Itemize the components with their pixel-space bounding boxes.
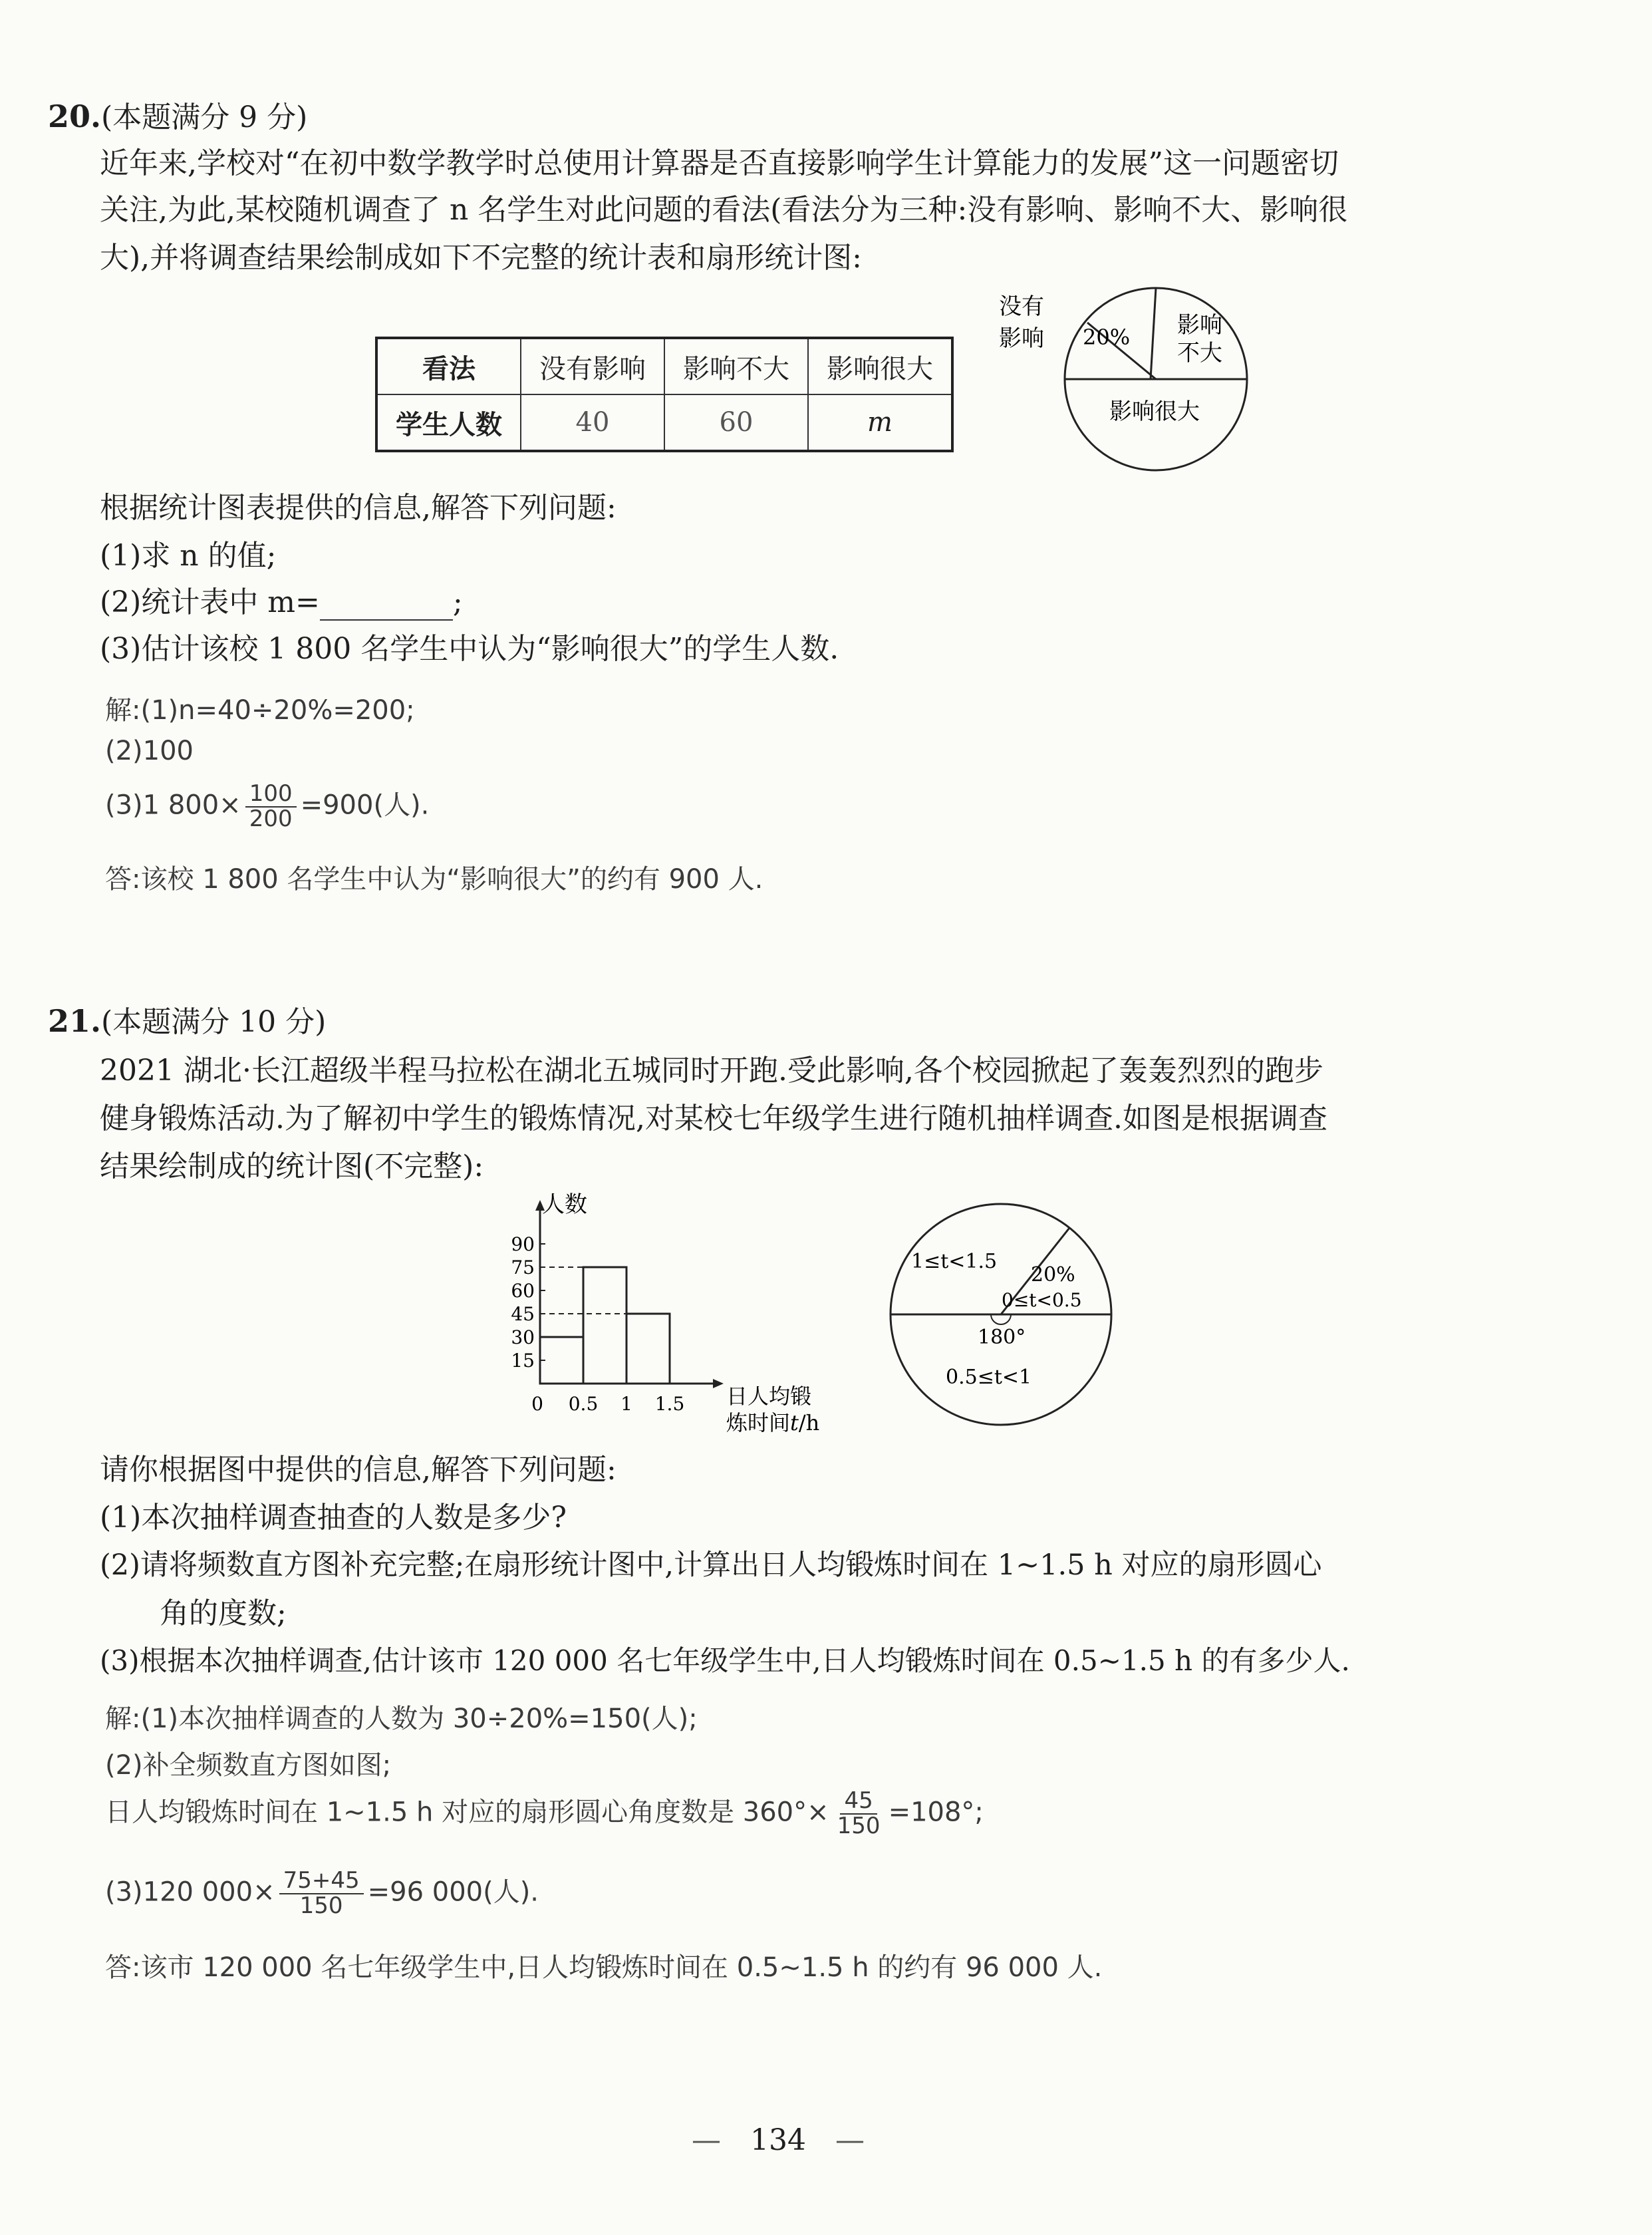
fraction-numerator: 45 [840,1789,877,1815]
solution-text: =96 000(人). [367,1876,539,1908]
pie-slice-percent: 20% [1031,1263,1075,1286]
pie-label-large: 影响很大 [1109,398,1200,425]
hist-xlabel-1: 日人均锻 [726,1384,812,1409]
hist-y-tick-label: 90 [511,1233,535,1255]
q21-sub-3: (3)根据本次抽样调查,估计该市 120 000 名七年级学生中,日人均锻炼时间在 0.5~1.5 h 的有多少人. [100,1644,1350,1677]
hist-x-tick-label: 0.5 [568,1393,599,1415]
q20-answer: 答:该校 1 800 名学生中认为“影响很大”的约有 900 人. [105,864,763,895]
solution-text: =108°; [888,1797,984,1828]
pie-slice-label: 0.5≤t<1 [946,1366,1032,1389]
q21-sub-1: (1)本次抽样调查抽查的人数是多少? [100,1501,567,1535]
q20-solution-1: 解:(1)n=40÷20%=200; [105,695,415,726]
q21-sub-2b: 角的度数; [160,1596,287,1630]
fraction [279,1869,364,1918]
hist-y-tick-label: 15 [511,1350,535,1372]
hist-bar [626,1314,670,1384]
q20-header [48,98,307,136]
page-number: 134 [750,2123,806,2157]
table-cell: m [808,394,952,451]
q20-stat-table [375,337,954,452]
hist-bar [583,1267,626,1384]
q20-sub-2 [100,585,463,621]
q21-header [48,1003,326,1040]
hist-xlabel-2: 炼时间t/h [726,1410,820,1435]
fraction-numerator: 100 [245,782,297,808]
q20-solution-2: (2)100 [105,736,194,766]
pie-label-small-2: 不大 [1177,340,1222,367]
q21-number: 21. [48,1003,102,1039]
q21-histogram [492,1191,891,1450]
pie-slice-label: 0≤t<0.5 [1002,1289,1082,1311]
q20-solution-3 [105,782,429,831]
fraction-numerator: 75+45 [279,1869,364,1894]
table-row [376,338,952,394]
page-footer [692,2123,865,2157]
hist-y-tick-label: 30 [511,1326,535,1348]
x-axis-arrow [713,1379,724,1388]
pie-slice-label: 1≤t<1.5 [911,1250,998,1273]
answer-blank [320,593,453,621]
pie-divider [1151,288,1156,379]
table-header-cell: 没有影响 [521,338,664,394]
hist-x-tick-label: 1 [620,1393,632,1415]
footer-dash: — [692,2123,721,2157]
q21-intro-line-2: 健身锻炼活动.为了解初中学生的锻炼情况,对某校七年级学生进行随机抽样调查.如图是根据调查 [100,1102,1327,1135]
q21-pie-chart [878,1196,1131,1435]
q21-answer: 答:该市 120 000 名七年级学生中,日人均锻炼时间在 0.5~1.5 h 的约有 96 000 人. [105,1952,1103,1983]
q20-score: (本题满分 9 分) [101,100,308,134]
pie-label-no-effect-1: 没有 [999,293,1044,320]
fraction-denominator: 150 [299,1892,343,1919]
hist-y-tick-label: 60 [511,1280,535,1302]
q20-sub-3: (3)估计该校 1 800 名学生中认为“影响很大”的学生人数. [100,632,839,666]
solution-text: 日人均锻炼时间在 1~1.5 h 对应的扇形圆心角度数是 360°× [105,1797,829,1828]
fraction-denominator: 150 [837,1812,881,1839]
hist-x-tick-label: 1.5 [654,1393,685,1415]
hist-y-tick-label: 75 [511,1257,535,1278]
fraction [833,1789,885,1838]
table-cell: 40 [521,394,664,451]
pie-label-small-1: 影响 [1177,312,1222,339]
hist-bar [540,1337,583,1384]
q20-sub-2-text: (2)统计表中 m= [100,585,320,619]
q20-sub-2-end: ; [452,585,463,619]
fraction-denominator: 200 [249,805,293,832]
hist-ylabel: 人数 [542,1191,587,1218]
q20-number: 20. [48,98,102,134]
table-row-label: 学生人数 [376,394,521,451]
q20-sub-1: (1)求 n 的值; [100,539,277,573]
q20-intro-line-2: 关注,为此,某校随机调查了 n 名学生对此问题的看法(看法分为三种:没有影响、影响不大、影响很 [100,193,1348,227]
q21-solution-3 [105,1869,539,1918]
pie-percent-label: 20% [1083,325,1131,350]
solution-text: (3)120 000× [105,1876,275,1908]
q21-intro-line-1: 2021 湖北·长江超级半程马拉松在湖北五城同时开跑.受此影响,各个校园掀起了轰轰烈烈的跑步 [100,1054,1323,1088]
table-header-cell: 影响不大 [664,338,808,394]
fraction [245,782,297,831]
q21-solution-2b [105,1789,984,1838]
q20-intro-line-1: 近年来,学校对“在初中数学教学时总使用计算器是否直接影响学生计算能力的发展”这一问题密切 [100,146,1339,180]
hist-x-tick-label: 0 [531,1393,543,1415]
pie-label-no-effect-2: 影响 [999,325,1044,352]
q21-sub-2a: (2)请将频数直方图补充完整;在扇形统计图中,计算出日人均锻炼时间在 1~1.5 h 对应的扇形圆心 [100,1549,1322,1582]
solution-text: (3)1 800× [105,790,241,821]
q21-solution-1: 解:(1)本次抽样调查的人数为 30÷20%=150(人); [105,1704,698,1734]
q21-intro-line-3: 结果绘制成的统计图(不完整): [100,1149,484,1183]
q20-pie-chart [998,286,1250,479]
table-header-cell: 看法 [376,338,521,394]
q20-prompt: 根据统计图表提供的信息,解答下列问题: [100,491,617,525]
hist-y-tick-label: 45 [511,1303,535,1325]
table-cell: 60 [664,394,808,451]
q21-solution-2: (2)补全频数直方图如图; [105,1750,392,1781]
footer-dash: — [835,2123,865,2157]
solution-text: =900(人). [300,790,430,821]
table-row [376,394,952,451]
q21-score: (本题满分 10 分) [101,1005,327,1039]
q21-prompt: 请你根据图中提供的信息,解答下列问题: [100,1453,617,1487]
pie-slice-angle: 180° [978,1326,1026,1349]
table-header-cell: 影响很大 [808,338,952,394]
angle-arc [991,1314,1011,1324]
q20-intro-line-3: 大),并将调查结果绘制成如下不完整的统计表和扇形统计图: [100,241,862,275]
